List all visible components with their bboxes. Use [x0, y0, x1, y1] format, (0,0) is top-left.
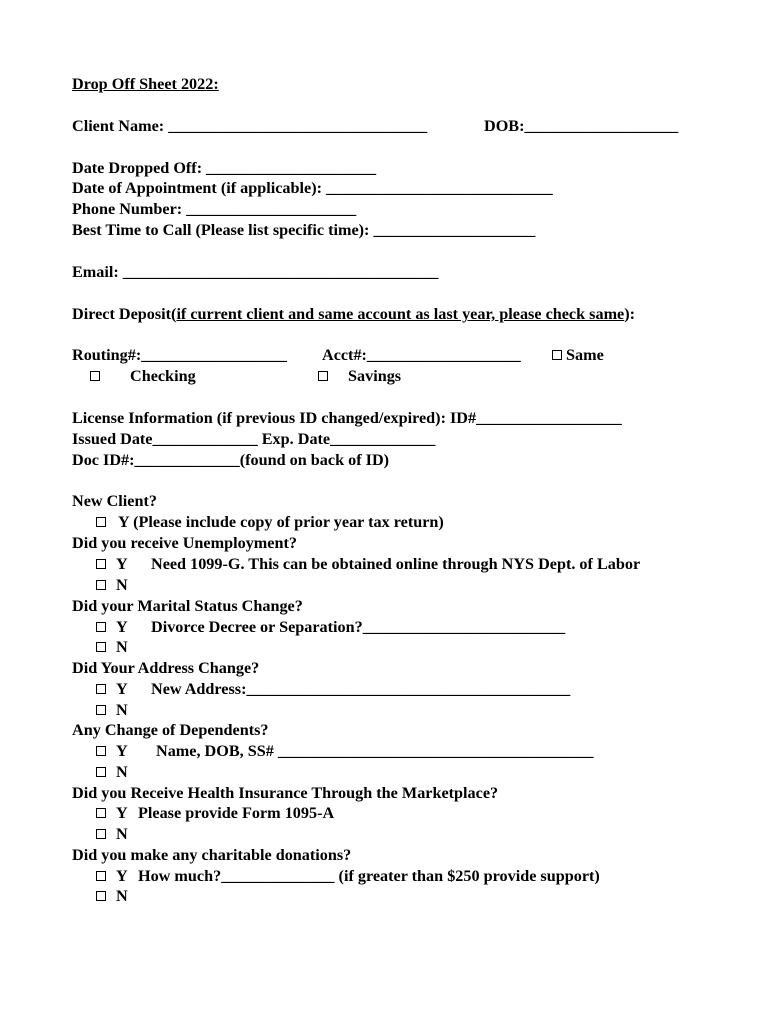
option-label: Y: [116, 680, 128, 698]
checkbox[interactable]: [96, 767, 106, 777]
doc-id-field[interactable]: Doc ID#:_____________(found on back of ID): [72, 451, 390, 469]
new-address-field[interactable]: New Address:________________________________________: [151, 680, 571, 698]
option-marital-status-n[interactable]: [96, 637, 128, 657]
checkbox[interactable]: [96, 559, 106, 569]
email-field[interactable]: Email: _______________________________________: [72, 263, 439, 281]
option-donations-n[interactable]: [96, 886, 128, 906]
checkbox[interactable]: [96, 580, 106, 590]
checkbox[interactable]: [96, 705, 106, 715]
question-new-client: New Client?: [72, 492, 157, 510]
checking-checkbox[interactable]: [90, 371, 100, 381]
question-address: Did Your Address Change?: [72, 659, 260, 677]
page-title: Drop Off Sheet 2022:: [72, 75, 219, 93]
question-health-insurance: Did you Receive Health Insurance Through the Marketplace?: [72, 784, 499, 802]
option-address-n[interactable]: [96, 700, 128, 720]
issued-exp-date-field[interactable]: Issued Date_____________ Exp. Date_____________: [72, 430, 436, 448]
checkbox[interactable]: [96, 622, 106, 632]
option-label: N: [116, 701, 128, 719]
checkbox[interactable]: [96, 684, 106, 694]
checkbox[interactable]: [96, 891, 106, 901]
option-unemployment-n[interactable]: [96, 575, 128, 595]
same-checkbox[interactable]: [552, 350, 562, 360]
donations-amount-field[interactable]: How much?______________ (if greater than $250 provide support): [138, 867, 600, 885]
direct-deposit-note: if current client and same account as last year, please check same: [176, 305, 625, 323]
direct-deposit-heading: [72, 304, 635, 324]
phone-number-field[interactable]: Phone Number: _____________________: [72, 200, 357, 218]
direct-deposit-label: Direct Deposit(: [72, 305, 177, 323]
savings-checkbox[interactable]: [318, 371, 328, 381]
option-unemployment-y[interactable]: [96, 554, 128, 574]
option-label: N: [116, 887, 128, 905]
same-option[interactable]: [552, 345, 604, 365]
option-dependents-y[interactable]: [96, 741, 128, 761]
checkbox[interactable]: [96, 871, 106, 881]
option-new-client-y[interactable]: [96, 512, 444, 532]
date-of-appointment-field[interactable]: Date of Appointment (if applicable): ____________________________: [72, 179, 553, 197]
checkbox[interactable]: [96, 829, 106, 839]
option-address-y[interactable]: [96, 679, 128, 699]
client-name-field[interactable]: Client Name: ________________________________: [72, 117, 428, 135]
marital-status-note[interactable]: Divorce Decree or Separation?_________________________: [151, 618, 566, 636]
acct-field[interactable]: Acct#:___________________: [322, 346, 521, 364]
dob-field[interactable]: DOB:___________________: [484, 117, 679, 135]
option-label: N: [116, 825, 128, 843]
savings-label: Savings: [348, 367, 402, 385]
date-dropped-off-field[interactable]: Date Dropped Off: _____________________: [72, 159, 377, 177]
option-label: Y: [116, 867, 128, 885]
option-label: N: [116, 763, 128, 781]
checkbox[interactable]: [96, 808, 106, 818]
option-health-insurance-y[interactable]: [96, 803, 128, 823]
checking-label: Checking: [130, 367, 196, 385]
option-marital-status-y[interactable]: [96, 617, 128, 637]
checking-option[interactable]: [90, 366, 196, 386]
checkbox[interactable]: [96, 642, 106, 652]
health-insurance-note: Please provide Form 1095-A: [138, 804, 335, 822]
option-label: N: [116, 576, 128, 594]
checkbox[interactable]: [96, 517, 106, 527]
option-label: Y: [116, 742, 128, 760]
option-donations-y[interactable]: [96, 866, 128, 886]
dependents-field[interactable]: Name, DOB, SS# _______________________________________: [156, 742, 594, 760]
best-time-to-call-field[interactable]: Best Time to Call (Please list specific time): ____________________: [72, 221, 536, 239]
option-label: N: [116, 638, 128, 656]
option-health-insurance-n[interactable]: [96, 824, 128, 844]
question-charitable-donations: Did you make any charitable donations?: [72, 846, 352, 864]
license-info-field[interactable]: License Information (if previous ID changed/expired): ID#__________________: [72, 409, 622, 427]
option-label: Y: [116, 555, 128, 573]
question-dependents: Any Change of Dependents?: [72, 721, 269, 739]
unemployment-note: Need 1099-G. This can be obtained online through NYS Dept. of Labor: [151, 555, 641, 573]
routing-field[interactable]: Routing#:__________________: [72, 346, 287, 364]
checkbox[interactable]: [96, 746, 106, 756]
question-marital-status: Did your Marital Status Change?: [72, 597, 303, 615]
option-label: Y: [116, 804, 128, 822]
same-label: Same: [566, 346, 604, 364]
question-unemployment: Did you receive Unemployment?: [72, 534, 297, 552]
direct-deposit-suffix: ):: [624, 305, 636, 323]
option-label: Y (Please include copy of prior year tax return): [118, 513, 444, 531]
savings-option[interactable]: [318, 366, 401, 386]
option-dependents-n[interactable]: [96, 762, 128, 782]
option-label: Y: [116, 618, 128, 636]
